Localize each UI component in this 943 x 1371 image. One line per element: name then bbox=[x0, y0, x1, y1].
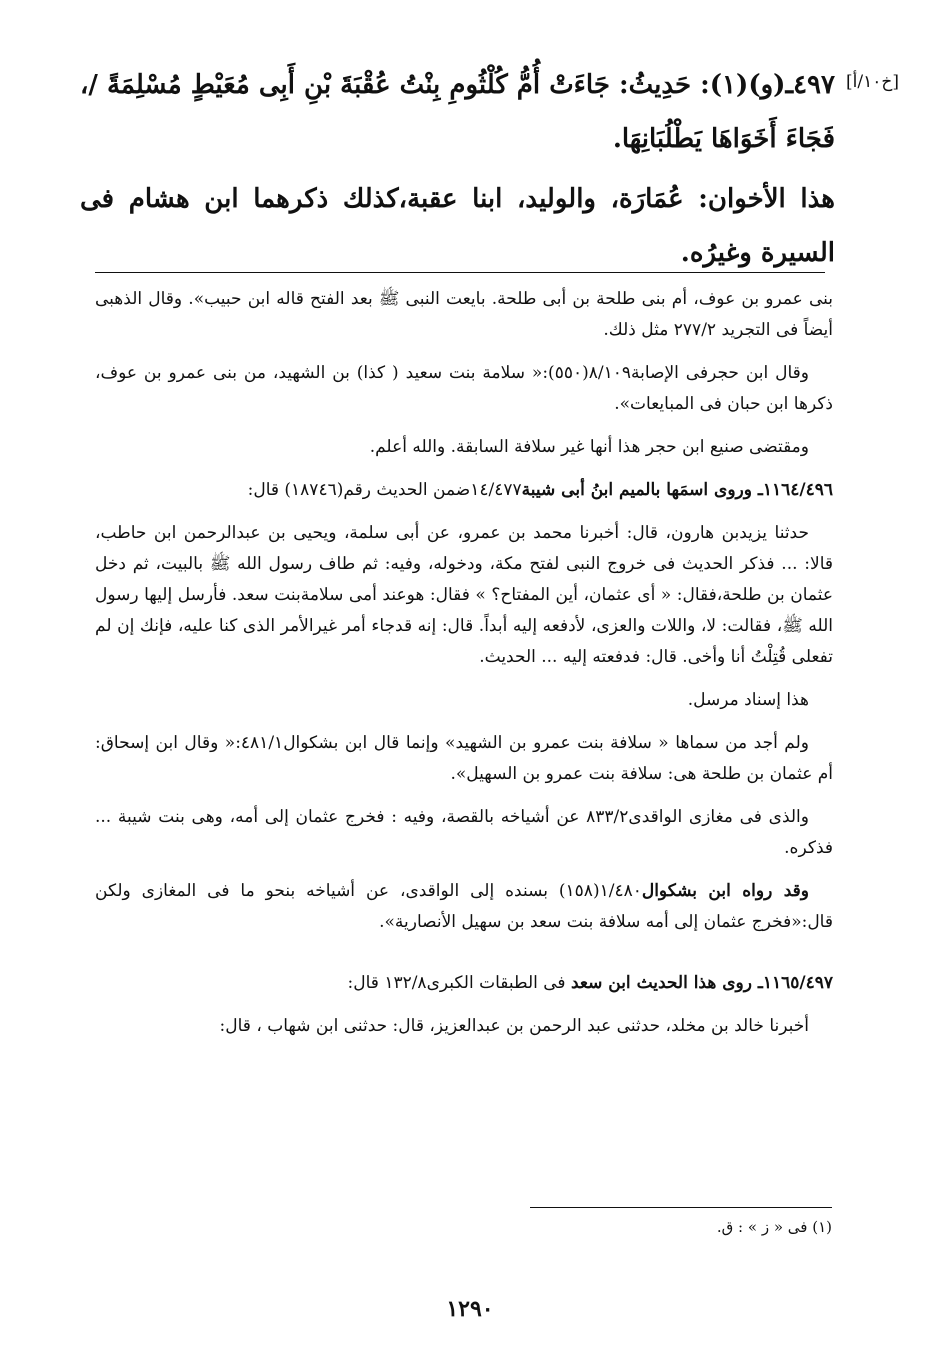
note-paragraph: ولم أجد من سماها « سلافة بنت عمرو بن الشهيد» وإنما قال ابن بشكوال٤٨١/١:« وقال ابن إسحاق: أم عثمان بن طلحة هى: سلافة بنت عمرو بن السهيل». bbox=[95, 733, 833, 784]
paragraph-bold-part: وقد رواه ابن بشكوال bbox=[641, 881, 810, 901]
note-paragraph: ومقتضى صنيع ابن حجر هذا أنها غير سلافة السابقة. والله أعلم. bbox=[369, 437, 809, 457]
ibn-bashkuwal-paragraph bbox=[95, 876, 833, 938]
note-paragraph: هذا إسناد مرسل. bbox=[687, 690, 809, 710]
paragraph-rest: بسنده إلى الواقدى، عن أشياخه بنحو ما فى المغازى ولكن قال:«فخرج عثمان إلى أمه سلافة بنت سعد بن سهيل الأنصارية». bbox=[95, 881, 833, 932]
main-text-block bbox=[80, 58, 835, 280]
note-paragraph: أخبرنا خالد بن مخلد، حدثنى عبد الرحمن بن عبدالعزيز، قال: حدثنى ابن شهاب ، قال: bbox=[219, 1016, 809, 1036]
hadith-1165-heading bbox=[95, 968, 833, 999]
main-divider-line bbox=[95, 272, 825, 273]
footnote-divider-line bbox=[530, 1207, 832, 1208]
hadith-text: ٤٩٧ـ(و)(١): حَدِيثُ: جَاءَتْ أُمُّ كُلْثُومِ بِنْتُ عُقْبَةَ بْنِ أَبِى مُعَيْطٍ مُسْلِمَةً /، فَجَاءَ أَخَوَاهَا يَطْلُبَانِهَا. bbox=[80, 70, 835, 154]
notes-section bbox=[95, 284, 833, 1054]
heading-bold-part: ١١٦٥/٤٩٧ـ روى هذا الحديث ابن سعد bbox=[570, 973, 833, 993]
note-paragraph: بنى عمرو بن عوف، أم بنى طلحة بن أبى طلحة. بايعت النبى ﷺ بعد الفتح قاله ابن حبيب». وقال الذهبى أيضاً فى التجريد ٢٧٧/٢ مثل ذلك. bbox=[95, 289, 833, 340]
page-number: ١٢٩٠ bbox=[446, 1296, 494, 1322]
note-paragraph: وقال ابن حجرفى الإصابة٨/١٠٩(٥٥٠):« سلامة بنت سعيد ( كذا) بن الشهيد، من بنى عمرو بن عوف، ذكرها ابن حبان فى المبايعات». bbox=[95, 363, 833, 414]
footnote: (١) فى « ز » : ق. bbox=[716, 1218, 832, 1236]
commentary-text: هذا الأخوان: عُمَارَة، والوليد، ابنا عقبة،كذلك ذكرهما ابن هشام فى السيرة وغيرُه. bbox=[80, 184, 835, 268]
heading-bold-part: ١١٦٤/٤٩٦ـ وروى اسمَها بالميم ابنُ أبى شيبة bbox=[521, 480, 833, 500]
note-paragraph: حدثنا يزيدبن هارون، قال: أخبرنا محمد بن عمرو، عن أبى سلمة، ويحيى بن عبدالرحمن ابن حاطب، قالا: ... فذكر الحديث فى خروج النبى لفتح مكة، ودخوله، وفيه: ثم طاف رسول الله ﷺ بالبيت، ثم دخل عثمان بن طلحة،فقال: « أى عثمان، أين المفتاح؟ » فقال: هوعند أمى سلامةبنت سعد. فأرسل إليها رسول الله ﷺ، فقالت: لا، واللات والعزى، لأدفعه إليه أبداً. قال: إنه قدجاء أمر غيرالأمر الذى كنا عليه، فإنك إن لم تفعلى قُتِلْتُ أنا وأخى. قال: فدفعته إليه ... الحديث. bbox=[95, 523, 834, 667]
heading-rest: فى الطبقات الكبرى١٣٢/٨ قال: bbox=[347, 973, 571, 993]
manuscript-folio-reference: [خ١٠/أ] bbox=[846, 72, 899, 92]
hadith-1164-heading bbox=[95, 475, 833, 506]
paragraph-reference: ١/٤٨٠(١٥٨) bbox=[547, 881, 642, 901]
note-paragraph: والذى فى مغازى الواقدى٨٣٣/٢ عن أشياخه بالقصة، وفيه : فخرج عثمان إلى أمه، وهى بنت شيبة ... فذكره. bbox=[95, 807, 833, 858]
heading-rest: ١٤/٤٧٧ضمن الحديث رقم(١٨٧٤٦) قال: bbox=[247, 480, 522, 500]
